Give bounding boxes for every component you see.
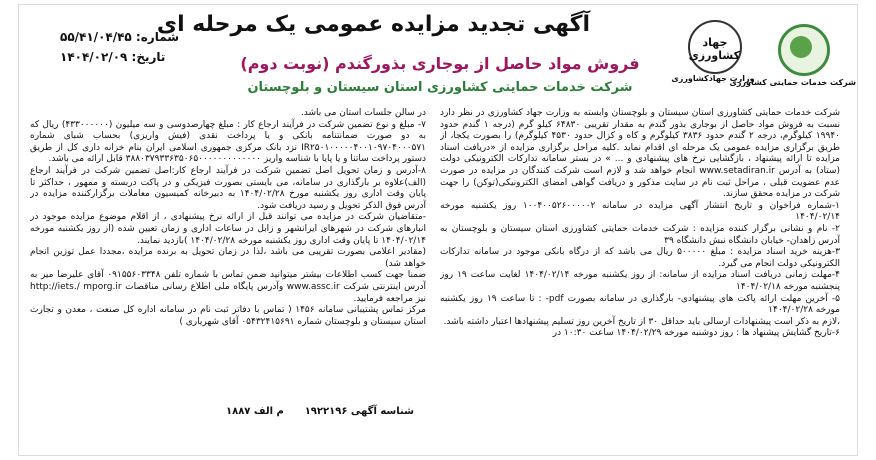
paragraph: شرکت خدمات حمایتی کشاورزی استان سیستان و بلوچستان وابسته به وزارت جهاد کشاورزی در نظر دارد نسبت به فروش مواد حاصل از بوجاری بذور گندم به مقدار تقریبی ۶۴۸۳۰ کیلو گرم (درجه ۱ گندم حدود ۱۹۹۴۰ کیلوگرم، درجه ۲ گندم حدود ۳۸۳۶ کیلوگرم و کاه و کزال حدود ۴۵۳۰ کیلوگرم) را بصورت یکجا، از طریق برگزاری مزایده عمومی یک مرحله ای اقدام نماید .کلیه مراحل برگزاری مزایده از «دریافت اسناد مزایده تا ارائه پیشنهاد ، بازگشایی نرخ های پیشنهادی و ... » در بستر سامانه تدارکات الکترونیکی دولت (ستاد) به آدرس www.setadiran.ir انجام خواهد شد و لازم است شرکت کنندگان در مزایده در صورت عدم عضویت قبلی ، مراحل ثبت نام در سایت مذکور و دریافت گواهی امضای الکترونیکی(توکن) را جهت شرکت در مزایده محقق سازند. [440, 108, 840, 200]
page-title: آگهی تجدید مزایده عمومی یک مرحله ای [156, 12, 590, 37]
company-logo-icon [778, 24, 830, 76]
paragraph: ۷- مبلغ و نوع تضمین شرکت در فرآیند ارجاع کار : مبلغ چهارصدوسی و سه میلیون (۴۳۳۰۰۰۰۰۰) ریال که به دو صورت ضمانتنامه بانکی و یا پرداخت نقدی (فیش واریزی) بحساب شبای شماره IR۲۵۰۱۰۰۰۰۰۴۰۰۱۰۹۷۰۴۰۰۰۵۷۱ نزد بانک مرکزی جمهوری اسلامی ایران بنام خزانه داری کل از طریق دستور پرداخت ساتنا و یا پایا با شناسه واریز ۳۸۸۰۳۷۹۳۳۶۳۵۰۶۵۰۰۰۰۰۰۰۰۰۰۰۰۰ قابل ارائه می باشد. [30, 119, 426, 165]
paragraph: ،لازم به ذکر است پیشنهادات ارسالی باید حداقل ۳۰ از تاریخ آخرین روز تسلیم پیشنهادها اعتبار داشته باشد. [443, 316, 840, 327]
body-right-column [440, 108, 840, 426]
paragraph: (مقادیر اعلامی بصورت تقریبی می باشد ،لذا در زمان تحویل به برنده مزایده ،مجددا عمل توزین انجام خواهد شد) [30, 247, 426, 269]
paragraph: ۱-شماره فراخوان و تاریخ انتشار آگهی مزایده در سامانه ۱۰۰۴۰۰۵۲۶۰۰۰۰۰۲ روز یکشنبه مورخه ۱۴۰۴/۰۲/۱۴ [440, 200, 840, 223]
ad-id: شناسه آگهی ۱۹۲۲۱۹۶ [304, 406, 414, 417]
ministry-logo-icon [688, 20, 742, 74]
paragraph: ۸-آدرس و زمان تحویل اصل تضمین شرکت در فرآیند ارجاع کار:اصل تضمین شرکت در فرآیند ارجاع (الف)علاوه بر بارگذاری در سامانه، می بایستی بصورت فیزیکی و در پاکت دربسته و ممهور ، حداکثر تا پایان وقت اداری روز یکشنبه مورخ ۱۴۰۴/۰۲/۲۸ به دبیرخانه کمیسیون معاملات برگزارکننده مزایده در آدرس فوق الذکر تحویل و رسید دریافت شود. [30, 165, 426, 211]
paragraph: ۳-هزینه خرید اسناد مزایده : مبلغ ۵۰۰۰۰۰ ریال می باشد که از درگاه بانکی موجود در سامانه تدارکات الکترونیکی دولت انجام می گیرد. [440, 247, 840, 269]
ad-code: م الف ۱۸۸۷ [226, 406, 284, 417]
company-logo-label: شرکت خدمات حمایتی کشاورزی [729, 78, 856, 87]
paragraph: ۴-مهلت زمانی دریافت اسناد مزایده از سامانه: از روز یکشنبه مورخه ۱۴۰۴/۰۲/۱۴ لغایت ساعت ۱۹ روز پنجشنبه مورخه ۱۴۰۴/۰۲/۱۸ [440, 270, 840, 292]
paragraph: ۵- آخرین مهلت ارائه پاکت های پیشنهادی- بارگذاری در سامانه بصورت pdf- : تا ساعت ۱۹ روز یکشنبه مورخه ۱۴۰۴/۰۲/۲۸ [440, 293, 840, 316]
paragraph: -متقاضیان شرکت در مزایده می توانند قبل از ارائه نرخ پیشنهادی ، از اقلام موضوع مزایده موجود در انبارهای شرکت در شهرهای ایرانشهر و زابل در ساعات اداری و زمان تعیین شده (از روز یکشنبه مورخه ۱۴۰۴/۰۲/۱۴ تا پایان وقت اداری روز یکشنبه مورخه ۱۴۰۴/۰۲/۲۸ )بازدید نمایند. [30, 212, 426, 246]
ministry-logo-label: وزارت جهادکشاورزی [671, 74, 755, 83]
ministry-logo-text: جهاد کشاورزی [688, 36, 740, 62]
paragraph: ۲- نام و نشانی برگزار کننده مزایده : شرکت خدمات حمایتی کشاورزی استان سیستان و بلوچستان به آدرس زاهدان- خیابان دانشگاه نبش دانشگاه ۳۹ [440, 223, 840, 246]
company-name: شرکت خدمات حمایتی کشاورزی استان سیستان و بلوچستان [247, 80, 633, 95]
ad-subtitle: فروش مواد حاصل از بوجاری بذورگندم (نوبت دوم) [240, 54, 640, 73]
body-left-column [30, 108, 426, 390]
paragraph: ضمنا جهت کسب اطلاعات بیشتر میتوانید ضمن تماس با شماره تلفن ۰۹۱۵۵۶۰۳۳۴۸ آقای علیرضا میر به آدرس اینترنتی شرکت www.assc.ir وآدرس پایگاه ملی اطلاع رسانی مناقصات http://iets./ mporg.ir نیز مراجعه فرمایید. [30, 270, 426, 304]
ad-number: شماره: ۵۵/۴۱/۰۴/۴۵ [60, 30, 180, 44]
paragraph: در سالن جلسات استان می باشد. [300, 108, 426, 118]
footer-ad-id [226, 406, 414, 417]
ad-date: تاریخ: ۱۴۰۴/۰۲/۰۹ [60, 50, 166, 64]
paragraph: مرکز تماس پشتیبانی سامانه ۱۴۵۶ ( تماس با دفاتر ثبت نام در سامانه اداره کل صنعت ، معدن و تجارت استان سیستان و بلوچستان شماره ۰۵۴۳۲۴۱۵۶۹۱ آقای شهریاری ) [30, 305, 426, 327]
paragraph: ۶-تاریخ گشایش پیشنهاد ها : روز دوشنبه مورخه ۱۴۰۴/۰۲/۲۹ ساعت ۱۰:۳۰ در [552, 328, 840, 339]
